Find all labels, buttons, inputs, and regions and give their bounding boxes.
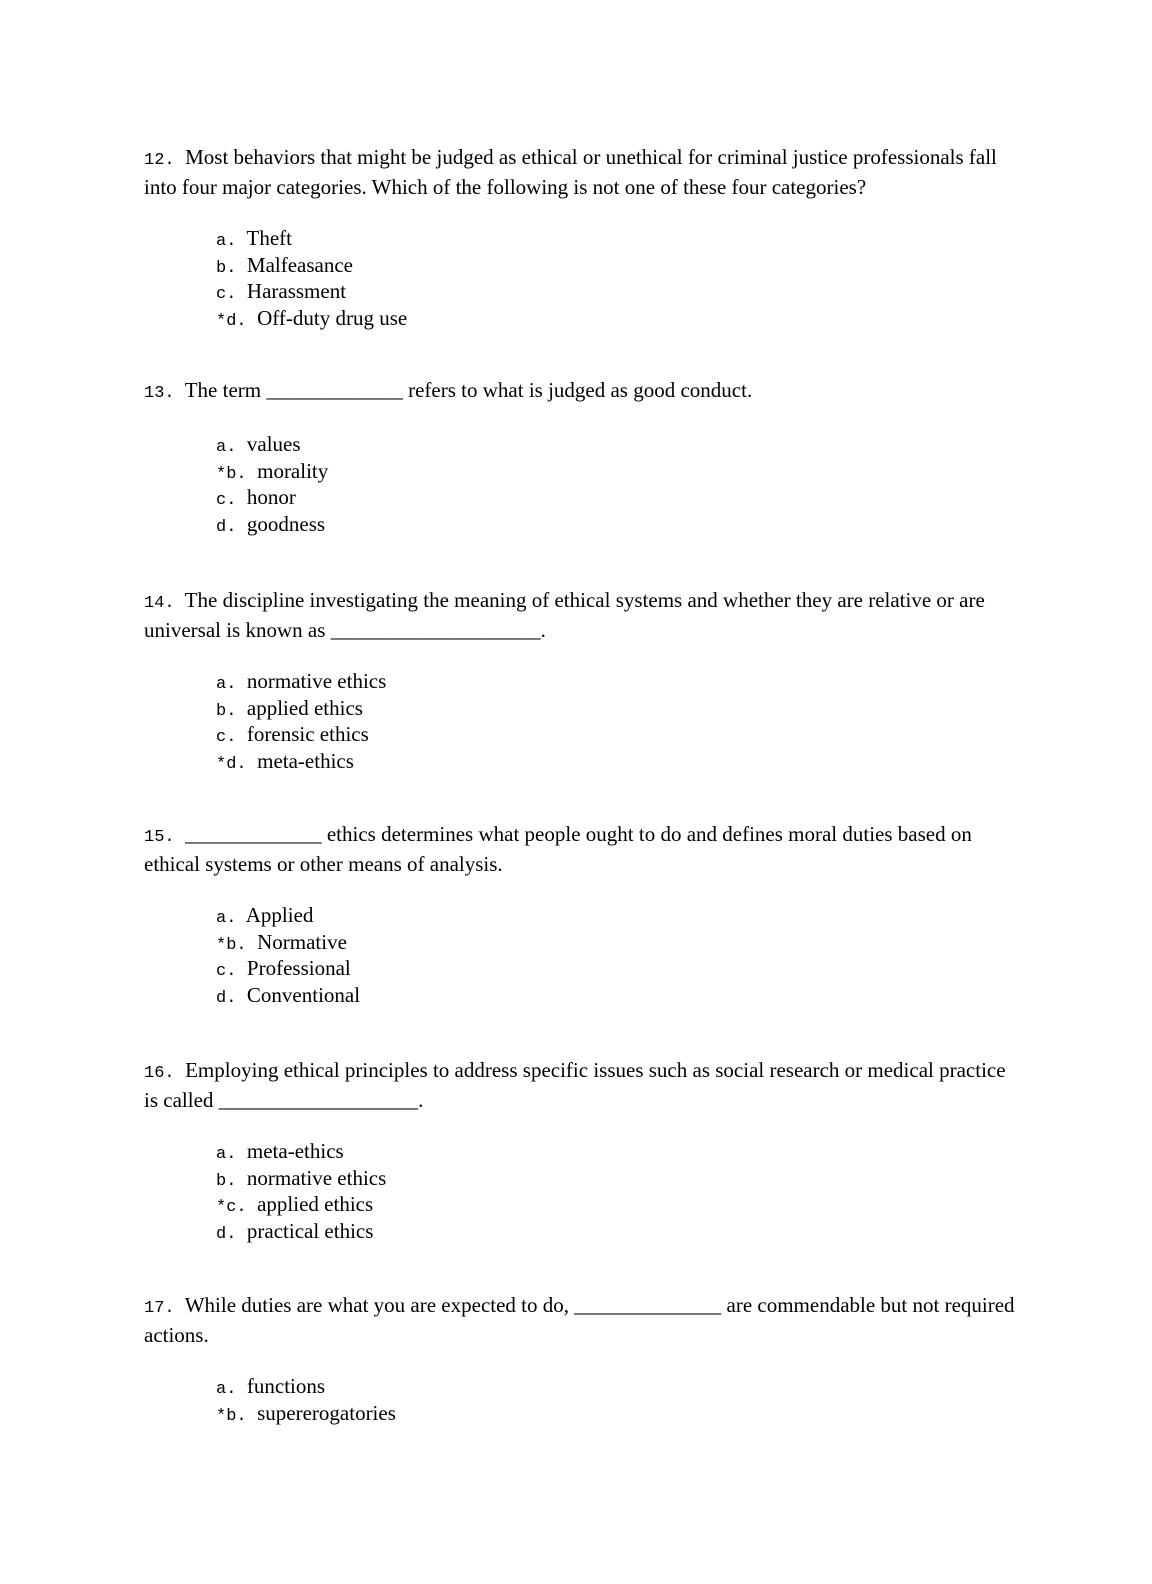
answer-option-correct	[216, 748, 1024, 775]
question-number: 16.	[144, 1064, 175, 1083]
option-letter: a.	[216, 1145, 237, 1164]
option-letter: d.	[216, 1224, 237, 1244]
answer-option	[216, 431, 1024, 458]
question-13	[144, 377, 1024, 537]
option-text: applied ethics	[246, 695, 363, 720]
option-letter: c.	[216, 728, 237, 747]
option-text: honor	[246, 485, 296, 509]
option-letter: d.	[216, 988, 237, 1008]
option-letter: c.	[216, 491, 237, 510]
option-letter: c.	[216, 285, 237, 304]
answer-option	[216, 1138, 1024, 1165]
answer-option	[216, 902, 1024, 929]
question-number: 17.	[144, 1299, 175, 1318]
option-text: normative ethics	[246, 669, 387, 693]
answer-option-correct	[216, 458, 1024, 485]
option-letter: *d.	[216, 754, 247, 774]
answer-option	[216, 668, 1024, 695]
answer-option	[216, 252, 1024, 279]
option-letter: *b.	[216, 935, 247, 955]
answer-option	[216, 695, 1024, 722]
option-letter: *b.	[216, 464, 247, 484]
question-stem	[144, 821, 1024, 878]
option-text: Off-duty drug use	[257, 305, 408, 330]
option-text: practical ethics	[246, 1218, 374, 1243]
option-text: meta-ethics	[246, 1139, 344, 1163]
question-stem	[144, 144, 1024, 201]
answer-option-correct	[216, 1400, 1024, 1427]
option-letter: d.	[216, 517, 237, 537]
question-16	[144, 1057, 1024, 1244]
option-letter: a.	[216, 675, 237, 694]
option-letter: a.	[216, 232, 237, 251]
answer-option	[216, 955, 1024, 982]
answer-options	[144, 431, 1024, 537]
question-number: 12.	[144, 151, 175, 170]
answer-option	[216, 982, 1024, 1009]
question-17	[144, 1292, 1024, 1426]
option-text: forensic ethics	[246, 722, 369, 746]
option-text: Theft	[246, 226, 293, 250]
option-letter: b.	[216, 1171, 237, 1191]
option-text: supererogatories	[257, 1400, 396, 1425]
question-number: 14.	[144, 594, 175, 613]
question-text: The discipline investigating the meaning of ethical systems and whether they are relative or are universal is known as ____________________.	[144, 588, 985, 642]
question-12	[144, 144, 1024, 331]
option-text: meta-ethics	[257, 748, 354, 773]
question-text: While duties are what you are expected to do, ______________ are commendable but not required actions.	[144, 1293, 1015, 1347]
option-letter: b.	[216, 701, 237, 721]
question-text: Employing ethical principles to address specific issues such as social research or medical practice is called ___________________.	[144, 1058, 1006, 1112]
option-text: values	[246, 432, 301, 456]
option-text: Professional	[246, 956, 351, 980]
question-stem	[144, 587, 1024, 644]
answer-option	[216, 511, 1024, 538]
question-stem	[144, 377, 1024, 407]
option-letter: b.	[216, 258, 237, 278]
answer-option-correct	[216, 1191, 1024, 1218]
option-text: Normative	[257, 929, 347, 954]
answer-options	[144, 1138, 1024, 1244]
answer-options	[144, 225, 1024, 331]
question-text: The term _____________ refers to what is judged as good conduct.	[184, 378, 753, 402]
question-15	[144, 821, 1024, 1008]
question-stem	[144, 1057, 1024, 1114]
answer-option-correct	[216, 305, 1024, 332]
option-text: Harassment	[246, 279, 347, 303]
option-text: goodness	[246, 511, 326, 536]
answer-option	[216, 484, 1024, 511]
option-text: functions	[246, 1374, 326, 1398]
option-text: morality	[257, 458, 329, 483]
answer-options	[144, 902, 1024, 1008]
option-letter: *b.	[216, 1406, 247, 1426]
answer-option	[216, 278, 1024, 305]
option-text: Applied	[245, 903, 314, 927]
question-number: 15.	[144, 828, 175, 847]
answer-option	[216, 225, 1024, 252]
question-stem	[144, 1292, 1024, 1349]
answer-option	[216, 1165, 1024, 1192]
answer-option	[216, 721, 1024, 748]
option-letter: a.	[216, 909, 237, 928]
option-letter: *d.	[216, 311, 247, 331]
answer-options	[144, 1373, 1024, 1426]
answer-option-correct	[216, 929, 1024, 956]
answer-option	[216, 1218, 1024, 1245]
option-text: Conventional	[246, 982, 361, 1007]
answer-options	[144, 668, 1024, 774]
question-text: _____________ ethics determines what people ought to do and defines moral duties based on ethical systems or other means of analysis.	[144, 822, 972, 876]
option-letter: *c.	[216, 1198, 247, 1217]
option-letter: a.	[216, 438, 237, 457]
option-text: applied ethics	[257, 1192, 374, 1216]
option-letter: c.	[216, 962, 237, 981]
option-text: normative ethics	[246, 1165, 387, 1190]
question-text: Most behaviors that might be judged as ethical or unethical for criminal justice professionals fall into four major categories. Which of the following is not one of these four categories?	[144, 145, 997, 199]
option-text: Malfeasance	[246, 252, 354, 277]
option-letter: a.	[216, 1380, 237, 1399]
question-number: 13.	[144, 384, 175, 403]
answer-option	[216, 1373, 1024, 1400]
question-14	[144, 587, 1024, 774]
